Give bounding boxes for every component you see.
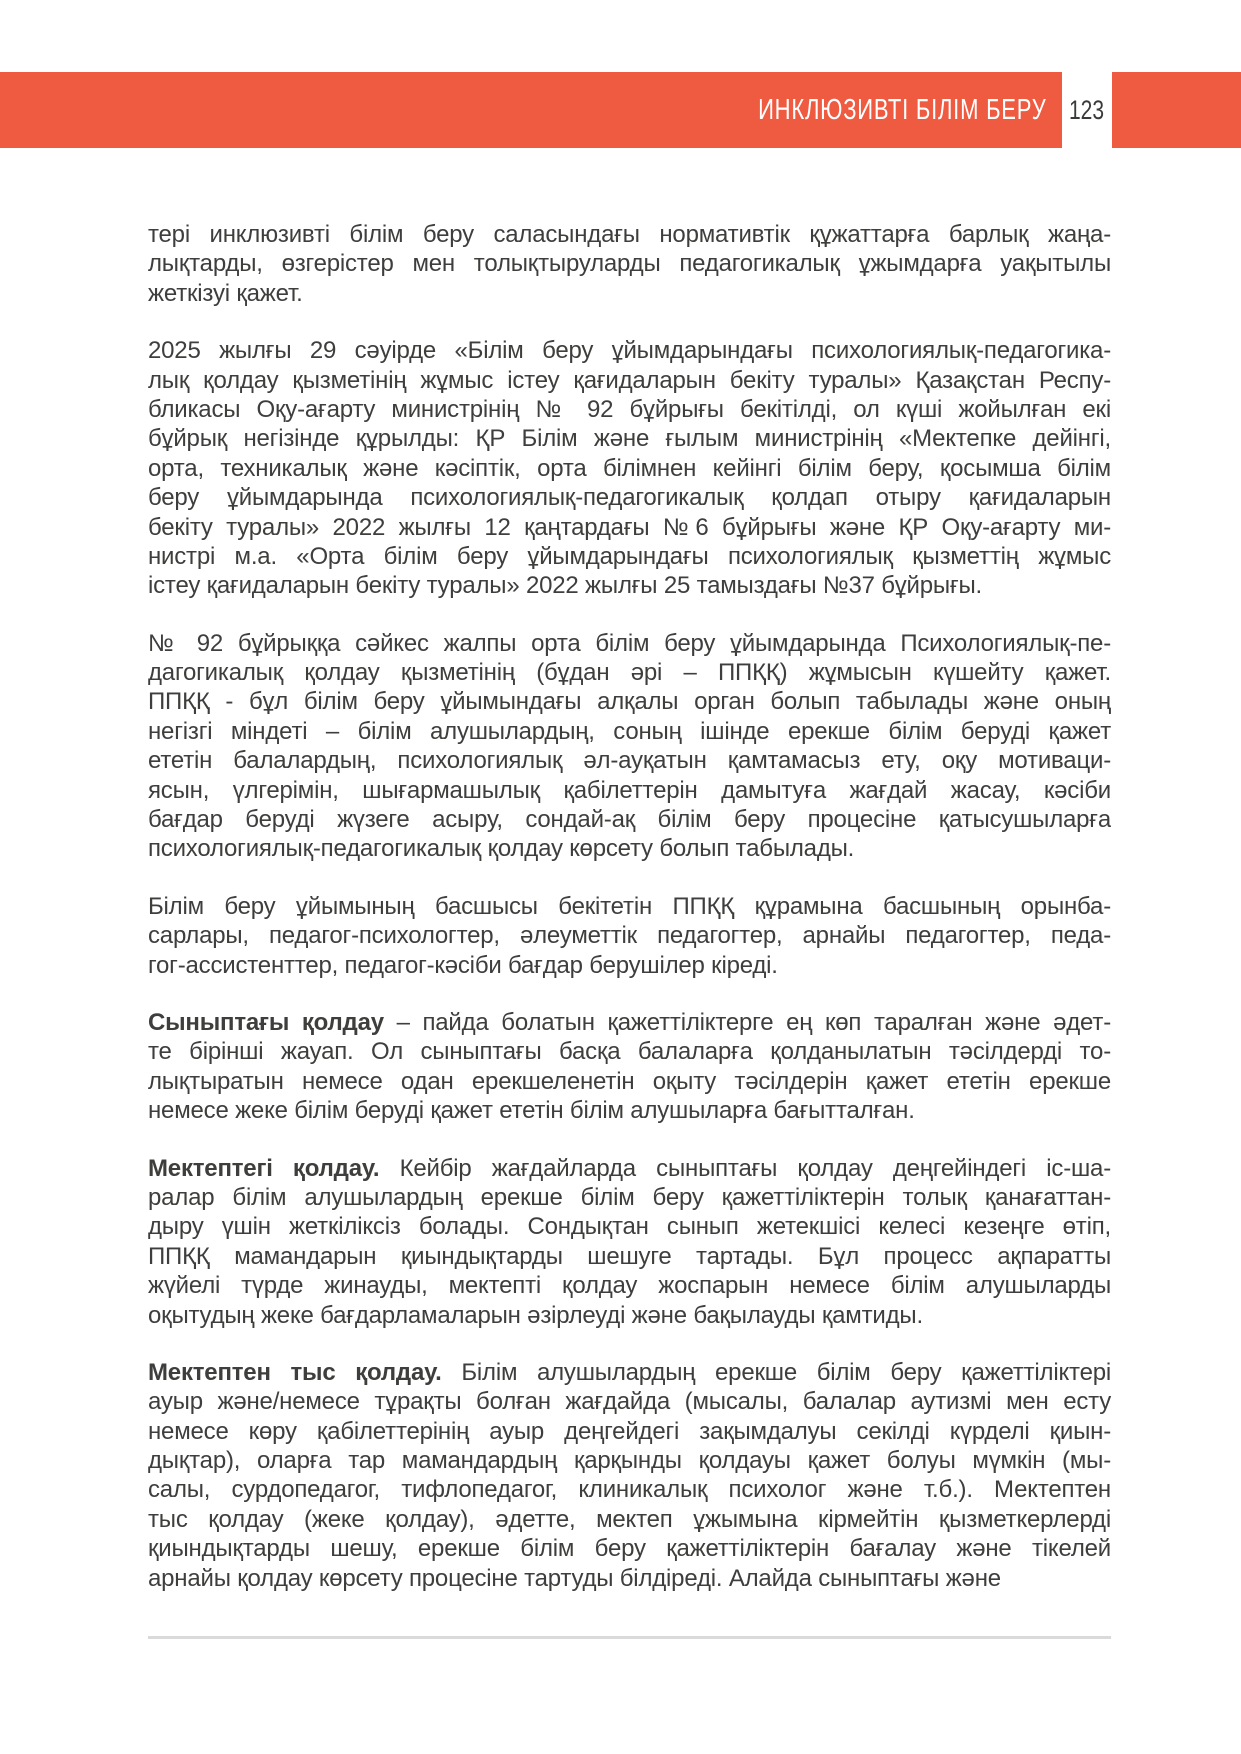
chapter-header-band bbox=[0, 72, 1241, 148]
text-line: лықтыратын немесе одан ерекшеленетін оқыту тәсілдерін қажет ететін ерекше bbox=[148, 1067, 1111, 1095]
footer-rule bbox=[148, 1636, 1111, 1639]
text-line: беру ұйымдарында психологиялық-педагогикалық қолдап отыру қағидаларын bbox=[148, 484, 1111, 512]
paragraph bbox=[148, 1154, 1111, 1330]
text-line: тері инклюзивті білім беру саласындағы нормативтік құжаттарға барлық жаңа- bbox=[148, 221, 1111, 248]
text-line: бликасы Оқу-ағарту министрінің № 92 бұйрығы бекітілді, ол күші жойылған екі bbox=[148, 395, 1111, 423]
body-text bbox=[148, 220, 1111, 1593]
paragraph bbox=[148, 892, 1111, 980]
paragraph bbox=[148, 336, 1111, 601]
text-line: ППҚҚ мамандарын қиындықтарды шешуге тартады. Бұл процесс ақпаратты bbox=[148, 1242, 1111, 1270]
header-accent-block bbox=[1112, 72, 1241, 148]
text-line: дагогикалық қолдау қызметінің (бұдан әрі – ППҚҚ) жұмысын күшейту қажет. bbox=[148, 659, 1111, 687]
text-line: 2025 жылғы 29 сәуірде «Білім беру ұйымдарындағы психологиялық-педагогика- bbox=[148, 337, 1111, 365]
text-line: лықтарды, өзгерістер мен толықтыруларды педагогикалық ұжымдарға уақытылы bbox=[148, 250, 1111, 278]
paragraph bbox=[148, 220, 1111, 308]
text-line: салы, сурдопедагог, тифлопедагог, клиникалық психолог және т.б.). Мектептен bbox=[148, 1476, 1111, 1504]
text-line: нистрі м.а. «Орта білім беру ұйымдарындағы психологиялық қызметтің жұмыс bbox=[148, 542, 1111, 570]
text-line: гог-ассистенттер, педагог-кәсіби бағдар берушілер кіреді. bbox=[148, 951, 778, 979]
paragraph bbox=[148, 629, 1111, 864]
text-line: қиындықтарды шешу, ерекше білім беру қажеттіліктерін бағалау және тікелей bbox=[148, 1535, 1111, 1563]
text-line: немесе көру қабілеттерінің ауыр деңгейдегі зақымдалуы секілді күрделі қиын- bbox=[148, 1417, 1111, 1445]
paragraph-lead: Сыныптағы қолдау bbox=[148, 1008, 384, 1036]
text-line: дықтар), оларға тар мамандардың қарқынды қолдауы қажет болуы мүмкін (мы- bbox=[148, 1447, 1111, 1475]
text-line: ППҚҚ - бұл білім беру ұйымындағы алқалы орган болып табылады және оның bbox=[148, 688, 1111, 716]
text-line: № 92 бұйрыққа сәйкес жалпы орта білім беру ұйымдарында Психологиялық-пе- bbox=[148, 629, 1111, 657]
text-line: бағдар беруді жүзеге асыру, сондай-ақ білім беру процесіне қатысушыларға bbox=[148, 806, 1111, 834]
chapter-title: ИНКЛЮЗИВТІ БІЛІМ БЕРУ bbox=[757, 93, 1046, 126]
text-line: негізгі міндеті – білім алушылардың, соның ішінде ерекше білім беруді қажет bbox=[148, 717, 1111, 745]
text-line: бұйрық негізінде құрылды: ҚР Білім және ғылым министрінің «Мектепке дейінгі, bbox=[148, 425, 1111, 453]
text-line: немесе жеке білім беруді қажет ететін білім алушыларға бағытталған. bbox=[148, 1097, 915, 1125]
text-line: тыс қолдау (жеке қолдау), әдетте, мектеп ұжымына кірмейтін қызметкерлерді bbox=[148, 1505, 1111, 1533]
text-line: істеу қағидаларын бекіту туралы» 2022 жылғы 25 тамыздағы №37 бұйрығы. bbox=[148, 572, 983, 600]
text-line: ететін балалардың, психологиялық әл-ауқатын қамтамасыз ету, оқу мотиваци- bbox=[148, 747, 1111, 775]
text-line: Мектептен тыс қолдау. Білім алушылардың ерекше білім беру қажеттіліктері bbox=[148, 1358, 1111, 1386]
text-line: арнайы қолдау көрсету процесіне тартуды білдіреді. Алайда сыныптағы және bbox=[148, 1564, 1001, 1592]
text-line: психологиялық-педагогикалық қолдау көрсету болып табылады. bbox=[148, 835, 855, 863]
paragraph bbox=[148, 1358, 1111, 1593]
text-line: сарлары, педагог-психологтер, әлеуметтік педагогтер, арнайы педагогтер, педа- bbox=[148, 922, 1111, 950]
text-line: ауыр және/немесе тұрақты болған жағдайда (мысалы, балалар аутизмі мен есту bbox=[148, 1388, 1111, 1416]
text-line: лық қолдау қызметінің жұмыс істеу қағидаларын бекіту туралы» Қазақстан Респу- bbox=[148, 366, 1111, 394]
text-line: Мектептегі қолдау. Кейбір жағдайларда сыныптағы қолдау деңгейіндегі іс-ша- bbox=[148, 1154, 1111, 1182]
paragraph-lead: Мектептегі қолдау. bbox=[148, 1154, 380, 1182]
page-number: 123 bbox=[1069, 94, 1105, 125]
text-line: орта, техникалық және кәсіптік, орта білімнен кейінгі білім беру, қосымша білім bbox=[148, 454, 1111, 482]
text-line: жеткізуі қажет. bbox=[148, 279, 303, 307]
text-line: дыру үшін жеткіліксіз болады. Сондықтан сынып жетекшісі келесі кезеңге өтіп, bbox=[148, 1213, 1111, 1241]
header-accent-bar bbox=[0, 72, 1062, 148]
text-line: оқытудың жеке бағдарламаларын әзірлеуді және бақылауды қамтиды. bbox=[148, 1301, 923, 1329]
text-line: Сыныптағы қолдау – пайда болатын қажеттіліктерге ең көп таралған және әдет- bbox=[148, 1008, 1111, 1036]
text-line: ралар білім алушылардың ерекше білім беру қажеттіліктерін толық қанағаттан- bbox=[148, 1183, 1111, 1211]
text-line: жүйелі түрде жинауды, мектепті қолдау жоспарын немесе білім алушыларды bbox=[148, 1272, 1111, 1300]
text-line: ясын, үлгерімін, шығармашылық қабілеттерін дамытуға жағдай жасау, кәсіби bbox=[148, 776, 1111, 804]
page-number-gap bbox=[1062, 72, 1112, 148]
text-line: те бірінші жауап. Ол сыныптағы басқа балаларға қолданылатын тәсілдерді то- bbox=[148, 1038, 1111, 1066]
text-line: бекіту туралы» 2022 жылғы 12 қаңтардағы №6 бұйрығы және ҚР Оқу-ағарту ми- bbox=[148, 513, 1111, 541]
paragraph bbox=[148, 1008, 1111, 1126]
text-line: Білім беру ұйымының басшысы бекітетін ППҚҚ құрамына басшының орынба- bbox=[148, 892, 1111, 920]
paragraph-lead: Мектептен тыс қолдау. bbox=[148, 1358, 442, 1386]
